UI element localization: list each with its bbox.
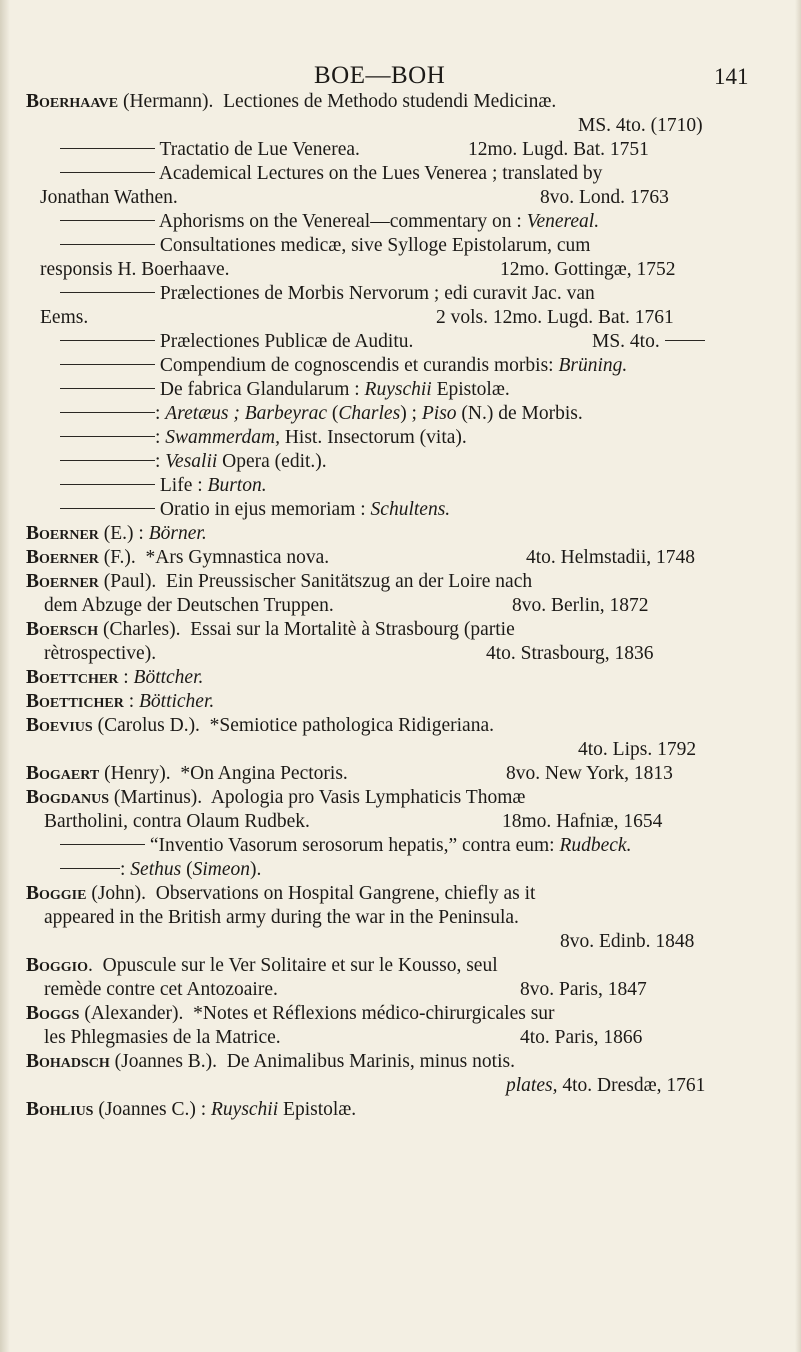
ditto-rule — [60, 220, 155, 221]
entry-line — [0, 810, 801, 834]
entry-imprint: 4to. Dresdæ, 1761 — [557, 1075, 706, 1096]
entry-text: : — [118, 667, 134, 688]
entry-line — [0, 354, 801, 378]
entry-imprint: 8vo. Paris, 1847 — [520, 979, 647, 1000]
entry-heading: Boerhaave — [26, 91, 119, 112]
entry-imprint: 8vo. Edinb. 1848 — [560, 931, 695, 952]
entry-heading: Bogdanus — [26, 787, 110, 808]
entry-heading: Boersch — [26, 619, 99, 640]
entry-title-cont: Eems. — [40, 307, 89, 328]
entry-heading: Boggio — [26, 955, 89, 976]
entry-imprint: 18mo. Hafniæ, 1654 — [502, 811, 663, 832]
entry-line — [0, 762, 801, 786]
entry-heading: Boetticher — [26, 691, 124, 712]
ditto-rule — [60, 172, 155, 173]
entry-line — [0, 1026, 801, 1050]
entry-line — [0, 1098, 801, 1122]
entry-title-cont: remède contre cet Antozoaire. — [44, 979, 278, 1000]
cross-reference: Swammerdam, — [165, 427, 280, 448]
page-number: 141 — [714, 64, 749, 89]
cross-reference: Aretæus ; Barbeyrac — [165, 403, 328, 424]
entry-lead: : — [120, 859, 126, 880]
entry-line — [0, 114, 801, 138]
entry-line — [0, 834, 801, 858]
entry-line — [0, 138, 801, 162]
entry-line — [0, 1050, 801, 1074]
running-title: BOE—BOH — [314, 62, 446, 89]
ditto-rule — [60, 364, 155, 365]
entry-title-cont: responsis H. Boerhaave. — [40, 259, 230, 280]
entry-line — [0, 570, 801, 594]
ditto-rule — [60, 244, 155, 245]
entry-line — [0, 930, 801, 954]
entry-title-cont: rètrospective). — [44, 643, 157, 664]
entry-title: Consultationes medicæ, sive Sylloge Epistolarum, cum — [159, 235, 591, 256]
entry-title-cont: les Phlegmasies de la Matrice. — [44, 1027, 281, 1048]
ditto-rule — [60, 292, 155, 293]
entry-lead: : — [155, 403, 161, 424]
cross-reference: Rudbeck. — [559, 835, 632, 856]
entry-line — [0, 498, 801, 522]
entry-title-cont: appeared in the British army during the war in the Peninsula. — [44, 907, 519, 928]
entry-text: (F.). *Ars Gymnastica nova. — [98, 547, 330, 568]
entry-title: Tractatio de Lue Venerea. — [159, 139, 360, 160]
entry-line — [0, 162, 801, 186]
cross-reference: Ruyschii — [364, 379, 432, 400]
entry-line — [0, 258, 801, 282]
cross-reference: Simeon — [192, 859, 250, 880]
entry-text: (E.) : — [98, 523, 149, 544]
entry-heading: Bohadsch — [26, 1051, 110, 1072]
entry-text: ( — [327, 403, 339, 424]
cross-reference: Schultens. — [370, 499, 451, 520]
ditto-rule — [60, 484, 155, 485]
ditto-rule — [60, 148, 155, 149]
entry-imprint: MS. 4to. (1710) — [578, 115, 703, 136]
entry-text: Hist. Insectorum (vita). — [279, 427, 467, 448]
entry-text: (John). Observations on Hospital Gangrene, chiefly as it — [86, 883, 536, 904]
entry-title: Oratio in ejus memoriam : — [159, 499, 366, 520]
entry-line — [0, 426, 801, 450]
entry-line — [0, 618, 801, 642]
cross-reference: Charles — [338, 403, 401, 424]
entry-text: Epistolæ. — [278, 1099, 357, 1120]
entry-heading: Boggs — [26, 1003, 80, 1024]
cross-reference: Vesalii — [165, 451, 218, 472]
entry-imprint: 4to. Paris, 1866 — [520, 1027, 643, 1048]
entry-line — [0, 474, 801, 498]
entry-note: plates, — [506, 1075, 558, 1096]
entry-line — [0, 714, 801, 738]
ditto-rule — [60, 844, 145, 845]
cross-reference: Börner. — [148, 523, 207, 544]
entry-heading: Bohlius — [26, 1099, 94, 1120]
cross-reference: Bötticher. — [138, 691, 215, 712]
entry-text: . Opuscule sur le Ver Solitaire et sur le Kousso, seul — [88, 955, 498, 976]
entry-text: (Paul). Ein Preussischer Sanitätszug an der Loire nach — [98, 571, 533, 592]
entry-line — [0, 282, 801, 306]
entry-text: (Martinus). Apologia pro Vasis Lymphaticis Thomæ — [109, 787, 526, 808]
entry-line — [0, 666, 801, 690]
entry-title: “Inventio Vasorum serosorum hepatis,” contra eum: — [149, 835, 555, 856]
entry-line — [0, 522, 801, 546]
entry-line — [0, 1002, 801, 1026]
entry-line — [0, 234, 801, 258]
cross-reference: Piso — [421, 403, 457, 424]
entry-line — [0, 450, 801, 474]
entry-line — [0, 306, 801, 330]
entry-line — [0, 978, 801, 1002]
ditto-rule — [665, 340, 705, 341]
ditto-rule — [60, 436, 155, 437]
entry-line — [0, 690, 801, 714]
entry-title: Prælectiones de Morbis Nervorum ; edi curavit Jac. van — [159, 283, 595, 304]
entry-imprint: 12mo. Gottingæ, 1752 — [500, 259, 676, 280]
entry-lead: : — [155, 451, 161, 472]
entry-text: (Hermann). Lectiones de Methodo studendi Medicinæ. — [118, 91, 557, 112]
entry-line — [0, 642, 801, 666]
entry-text: : — [123, 691, 139, 712]
entry-imprint: 2 vols. 12mo. Lugd. Bat. 1761 — [436, 307, 674, 328]
ditto-rule — [60, 868, 120, 869]
entry-text: ( — [181, 859, 193, 880]
entry-line — [0, 378, 801, 402]
entry-line — [0, 786, 801, 810]
entry-text: Epistolæ. — [431, 379, 510, 400]
entry-title: Academical Lectures on the Lues Venerea ; translated by — [158, 163, 603, 184]
entry-line — [0, 402, 801, 426]
entry-title: Prælectiones Publicæ de Auditu. — [159, 331, 414, 352]
entry-heading: Boettcher — [26, 667, 119, 688]
entry-line — [0, 210, 801, 234]
ditto-rule — [60, 508, 155, 509]
cross-reference: Venereal. — [526, 211, 600, 232]
ditto-rule — [60, 388, 155, 389]
entry-imprint: 4to. Helmstadii, 1748 — [526, 547, 695, 568]
entry-title: Life : — [159, 475, 203, 496]
entry-imprint: 12mo. Lugd. Bat. 1751 — [468, 139, 649, 160]
entry-imprint: 8vo. Berlin, 1872 — [512, 595, 649, 616]
entry-imprint: 8vo. New York, 1813 — [506, 763, 673, 784]
cross-reference: Brüning. — [558, 355, 628, 376]
entry-title-cont: dem Abzuge der Deutschen Truppen. — [44, 595, 334, 616]
entry-line — [0, 330, 801, 354]
entry-line — [0, 954, 801, 978]
entry-text: (Carolus D.). *Semiotice pathologica Ridigeriana. — [92, 715, 494, 736]
entry-imprint: 4to. Strasbourg, 1836 — [486, 643, 654, 664]
entry-line — [0, 186, 801, 210]
entry-text: (Joannes C.) : — [93, 1099, 211, 1120]
entry-line — [0, 546, 801, 570]
ditto-rule — [60, 340, 155, 341]
entry-heading: Bogaert — [26, 763, 100, 784]
entry-text: ). — [250, 859, 262, 880]
ditto-rule — [60, 412, 155, 413]
entry-title: Compendium de cognoscendis et curandis morbis: — [159, 355, 554, 376]
ditto-rule — [60, 460, 155, 461]
entry-lead: : — [155, 427, 161, 448]
entry-text: (Charles). Essai sur la Mortalitè à Strasbourg (partie — [98, 619, 515, 640]
entry-line — [0, 738, 801, 762]
entry-line — [0, 1074, 801, 1098]
entry-imprint: 8vo. Lond. 1763 — [540, 187, 669, 208]
entry-imprint: MS. 4to. — [592, 331, 660, 352]
entry-heading: Boerner — [26, 571, 99, 592]
entry-text: (Joannes B.). De Animalibus Marinis, minus notis. — [109, 1051, 515, 1072]
entry-text: Opera (edit.). — [217, 451, 327, 472]
entry-text: (Henry). *On Angina Pectoris. — [99, 763, 348, 784]
entry-line — [0, 858, 801, 882]
entry-heading: Boggie — [26, 883, 87, 904]
entry-heading: Boerner — [26, 523, 99, 544]
entry-imprint: 4to. Lips. 1792 — [578, 739, 697, 760]
entry-line — [0, 882, 801, 906]
entry-text: (N.) de Morbis. — [456, 403, 583, 424]
entry-title-cont: Jonathan Wathen. — [40, 187, 178, 208]
entry-text: ) ; — [400, 403, 422, 424]
cross-reference: Ruyschii — [211, 1099, 279, 1120]
entry-heading: Boerner — [26, 547, 99, 568]
entry-line — [0, 594, 801, 618]
cross-reference: Sethus — [130, 859, 182, 880]
entry-title-cont: Bartholini, contra Olaum Rudbek. — [44, 811, 310, 832]
entry-line — [0, 90, 801, 114]
entry-line — [0, 906, 801, 930]
entry-text: (Alexander). *Notes et Réflexions médico-chirurgicales sur — [79, 1003, 555, 1024]
entry-title: De fabrica Glandularum : — [159, 379, 360, 400]
entry-title: Aphorisms on the Venereal—commentary on : — [158, 211, 522, 232]
cross-reference: Böttcher. — [133, 667, 204, 688]
entry-heading: Boevius — [26, 715, 93, 736]
cross-reference: Burton. — [207, 475, 267, 496]
